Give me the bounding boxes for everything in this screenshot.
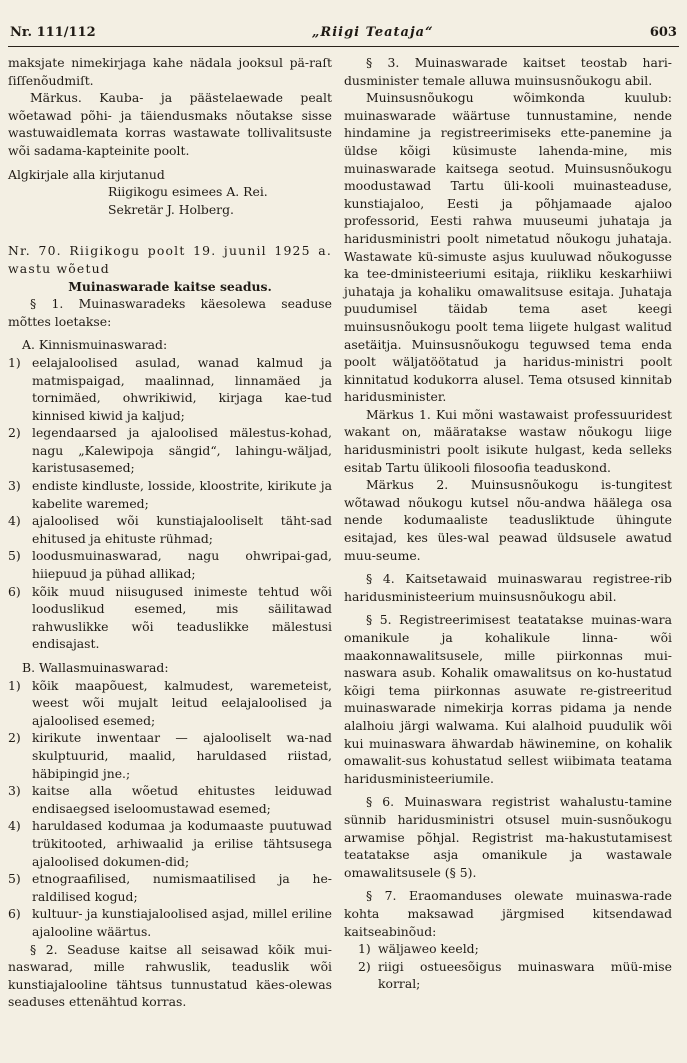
- intro-text: maksjate nimekirjaga kahe nädala jooksul pä-raſt ſiſſenõudmiſt.: [8, 55, 332, 88]
- section-4: § 4. Kaitsetawaid muinaswarau registree-rib haridusministeerium muinsusnõukogu abil.: [344, 571, 672, 604]
- list-item: 3) endiste kindluste, losside, kloostrite, kirikute ja kabelite waremed;: [8, 478, 332, 511]
- left-column: [8, 54, 332, 1011]
- law-number-line: Nr. 70. Riigikogu poolt 19. juunil 1925 a. wastu wõetud: [8, 243, 332, 276]
- issue-number: Nr. 111/112: [10, 24, 96, 40]
- list-a: [8, 354, 332, 653]
- section-3-body: Muinsusnõukogu wõimkonda kuulub: muinaswarade wäärtuse tunnustamine, nende hindamine ja registreerimiseks ette-panemine ja üldse kõigi küsimuste lahenda-mine, mis muinaswarade kaitsega seotud. Muinsusnõukogu moodustawad Tartu üli-kooli muinasteaduse, kunstiajaloo, Eesti ja põhjamaade ajaloo professorid, Eesti rahwa muuseumi juhataja ja haridusministri poolt nimetatud nõukogu juhataja. Wastawate kü-simuste asjus kuuluwad nõukogusse ka tee-dministeeriumi esitaja, riikliku keskarhiiwi juhataja ja kohaliku omawalitsuse esitaja. Juhataja puudumisel täidab tema aset keegi muinsusnõukogu poolt tema liigete hulgast walitud asetäitja. Muinsusnõukogu teguwsed tema enda poolt wäljatöötatud ja haridus-ministri poolt kinnitatud kodukorra alusel. Tema otsused kinnitab haridusminister.: [344, 90, 672, 405]
- section-b-heading: B. Wallasmuinaswarad:: [22, 660, 169, 675]
- section-6: § 6. Muinaswara registrist wahalustu-tamine sünnib haridusministri otsusel muin-susnõukogu arwamise põhjal. Registrist ma-hakustutamisest teatatakse asja omanikule ja wastawale omawalitsusele (§ 5).: [344, 794, 672, 880]
- list-item: 2) legendaarsed ja ajaloolised mälestus-kohad, nagu „Kalewipoja sängid“, lahingu-wäljad, karistusasemed;: [8, 425, 332, 476]
- list-item: 6) kultuur- ja kunstiajaloolised asjad, millel eriline ajalooline wäärtus.: [8, 906, 332, 939]
- list-b: [8, 677, 332, 941]
- right-column: [344, 54, 672, 993]
- list-item: 6) kõik muud niisugused inimeste tehtud wõi looduslikud esemed, mis säilitawad rahwuslikke wõi teaduslikke mälestusi endisajast.: [8, 583, 332, 652]
- list-item: 1) eelajaloolised asulad, wanad kalmud ja matmispaigad, maalinnad, linnamäed ja tornimäed, ohwrikiwid, kirjaga kae-tud kinnised kiwid ja kaljud;: [8, 354, 332, 423]
- section-7: § 7. Eraomanduses olewate muinaswa-rade kohta maksawad järgmised kitsendawad kaitseabinõud:: [344, 888, 672, 939]
- list-section-7: [344, 940, 672, 993]
- page-header: [10, 20, 677, 44]
- signer-secretary: Sekretär J. Holberg.: [108, 201, 234, 217]
- list-item: 2) kirikute inwentaar — ajalooliselt wa-nad skulptuurid, maalid, haruldased riistad, häbipingid jne.;: [8, 730, 332, 781]
- signed-original-label: Algkirjale alla kirjutanud: [8, 166, 165, 182]
- section-a-heading: A. Kinnismuinaswarad:: [22, 337, 168, 353]
- list-item: 3) kaitse alla wõetud ehitustes leiduwad endisaegsed iseloomustawad esemed;: [8, 783, 332, 816]
- list-item: 2) riigi ostueesõigus muinaswara müü-mise korral;: [358, 958, 672, 992]
- header-rule: [8, 46, 679, 47]
- list-item: 5) loodusmuinaswarad, nagu ohwripai-gad, hiiepuud ja pühad allikad;: [8, 548, 332, 582]
- page-number: 603: [649, 24, 677, 40]
- section-5: § 5. Registreerimisest teatatakse muinas-wara omanikule ja kohalikule linna- wõi maakonnawalitsusele, mille piirkonnas mui-naswara asub. Kohalik omawalitsus on ko-hustatud kõigi tema piirkonnas asuwate re-gistreeritud muinaswarade nimekirja korras pidama ja nende alalhoiu järgi walwama. Kui alalhoid puudulik wõi kui muinaswara ähwardab häwinemine, on kohalik omawalit-sus kohustatud sellest wiibimata teatama haridusministeeriumile.: [344, 612, 672, 786]
- list-item: 1) kõik maapõuest, kalmudest, waremeteist, weest wõi mujalt leitud eelajaloolised ja ajaloolised esemed;: [8, 677, 332, 728]
- section-2: § 2. Seaduse kaitse all seisawad kõik mui-naswarad, mille rahwuslik, teaduslik wõi kunstiajalooline tähtsus tunnustatud käes-olewas seaduses ettenähtud korras.: [8, 941, 332, 1010]
- section-3: § 3. Muinaswarade kaitset teostab hari-dusminister temale alluwa muinsusnõukogu abil.: [344, 55, 672, 88]
- section-1: § 1. Muinaswaradeks käesolewa seaduse mõttes loetakse:: [8, 296, 332, 329]
- list-item: 4) ajaloolised wõi kunstiajalooliselt täht-sad ehitused ja ehituste rühmad;: [8, 513, 332, 546]
- note-paragraph: Märkus. Kauba- ja päästelaewade pealt wõetawad põhi- ja täiendusmaks nõutakse sisse wastuwaidlemata korras wastawate tollivalitsuste wõi sadama-kapteinite poolt.: [8, 90, 332, 158]
- list-item: 1) wäljaweo keeld;: [358, 941, 479, 957]
- section-3-note-1: Märkus 1. Kui mõni wastawaist professuuridest wakant on, määratakse wastaw nõukogu liige haridusministri poolt isikute hulgast, keda selleks esitab Tartu ülikooli filosoofia teaduskond.: [344, 406, 672, 475]
- list-item: 4) haruldased kodumaa ja kodumaaste puutuwad trükitooted, arhiwaalid ja erilise tähtsusega ajaloolised dokumen-did;: [8, 818, 332, 869]
- publication-title: „Riigi Teataja“: [311, 24, 434, 40]
- signer-chairman: Riigikogu esimees A. Rei.: [108, 184, 268, 200]
- law-title: Muinaswarade kaitse seadus.: [68, 278, 272, 294]
- section-3-note-2: Märkus 2. Muinsusnõukogu is-tungitest wõtawad nõukogu kutsel nõu-andwa häälega osa nende kodumaaliste teadusliktude ühingute esitajad, kes üles-wal peawad üldsusele awatud muu-seume.: [344, 477, 672, 563]
- list-item: 5) etnograafilised, numismaatilised ja he-raldilised kogud;: [8, 871, 332, 904]
